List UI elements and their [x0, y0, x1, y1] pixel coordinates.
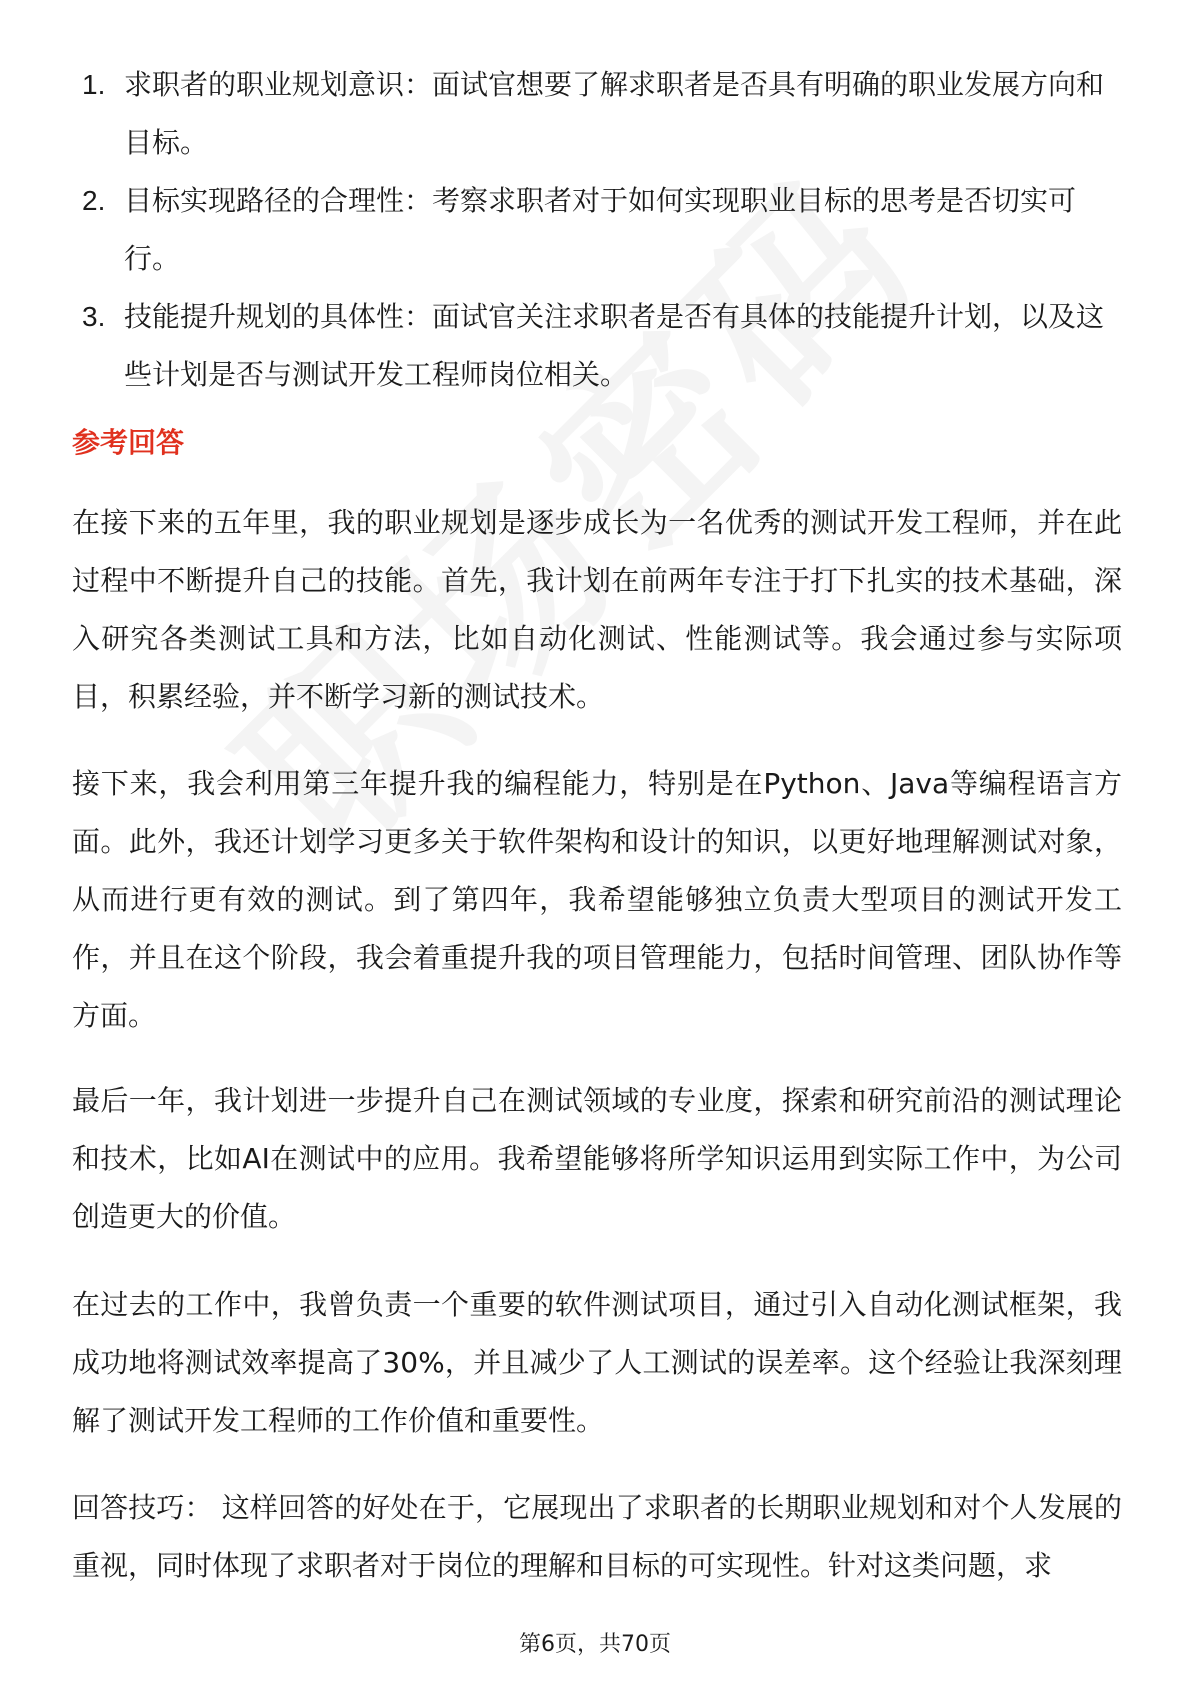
section-heading: 参考回答 [72, 426, 185, 459]
list-item-number: 2. [82, 185, 106, 216]
list-item-text: 技能提升规划的具体性：面试官关注求职者是否有具体的技能提升计划，以及这些计划是否与测试开发工程师岗位相关。 [124, 300, 1105, 391]
answer-tips-paragraph: 回答技巧： 这样回答的好处在于，它展现出了求职者的长期职业规划和对个人发展的重视，同时体现了求职者对于岗位的理解和目标的可实现性。针对这类问题，求 [72, 1491, 1122, 1582]
list-item [82, 172, 1122, 288]
list-item-text: 求职者的职业规划意识：面试官想要了解求职者是否具有明确的职业发展方向和目标。 [124, 68, 1105, 159]
answer-paragraph: 接下来，我会利用第三年提升我的编程能力，特别是在Python、Java等编程语言方面。此外，我还计划学习更多关于软件架构和设计的知识，以更好地理解测试对象，从而进行更有效的测试。到了第四年，我希望能够独立负责大型项目的测试开发工作，并且在这个阶段，我会着重提升我的项目管理能力，包括时间管理、团队协作等方面。 [72, 767, 1122, 1032]
answer-paragraph: 在接下来的五年里，我的职业规划是逐步成长为一名优秀的测试开发工程师，并在此过程中不断提升自己的技能。首先，我计划在前两年专注于打下扎实的技术基础，深入研究各类测试工具和方法，比如自动化测试、性能测试等。我会通过参与实际项目，积累经验，并不断学习新的测试技术。 [72, 506, 1122, 713]
list-item [82, 56, 1122, 172]
answer-paragraph: 在过去的工作中，我曾负责一个重要的软件测试项目，通过引入自动化测试框架，我成功地将测试效率提高了30%，并且减少了人工测试的误差率。这个经验让我深刻理解了测试开发工程师的工作价值和重要性。 [72, 1288, 1122, 1437]
list-item-number: 1. [82, 69, 106, 100]
answer-paragraph: 最后一年，我计划进一步提升自己在测试领域的专业度，探索和研究前沿的测试理论和技术，比如AI在测试中的应用。我希望能够将所学知识运用到实际工作中，为公司创造更大的价值。 [72, 1084, 1122, 1233]
page-number-footer: 第6页，共70页 [519, 1632, 671, 1657]
list-item-number: 3. [82, 301, 106, 332]
evaluation-criteria-list [82, 56, 1122, 404]
list-item-text: 目标实现路径的合理性：考察求职者对于如何实现职业目标的思考是否切实可行。 [124, 184, 1077, 275]
list-item [82, 288, 1122, 404]
